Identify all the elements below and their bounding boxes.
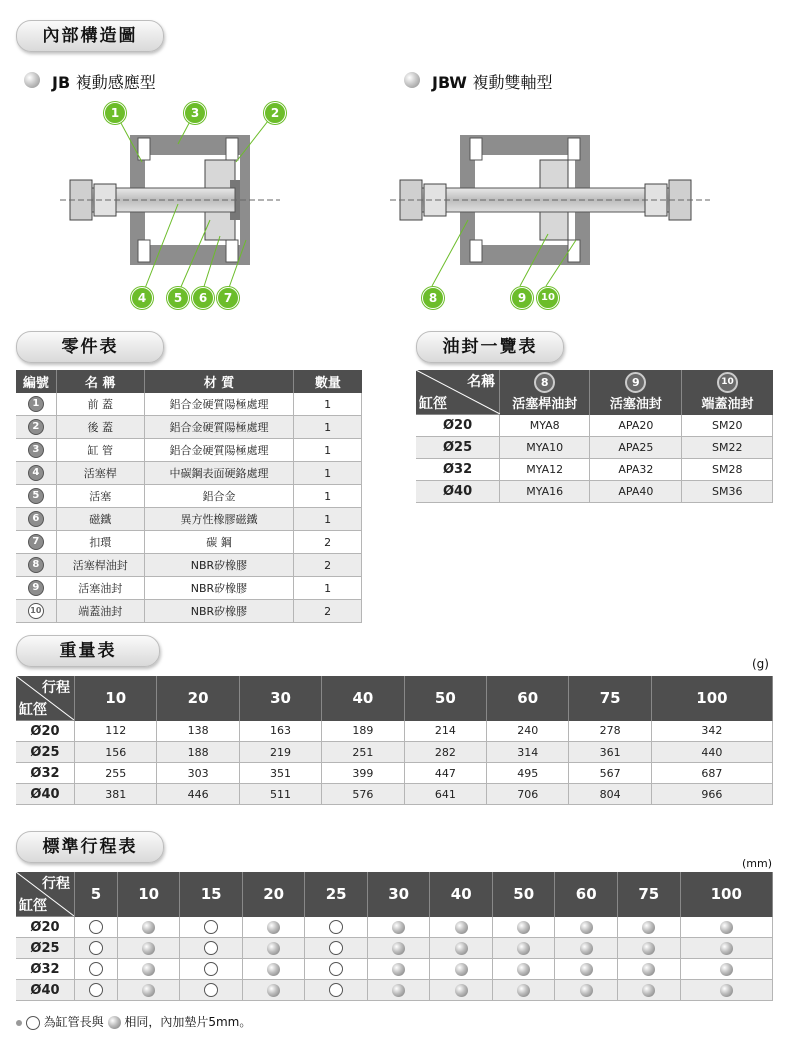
open-circle-icon [89, 983, 103, 997]
stroke-availability-cell [618, 980, 681, 1001]
stroke-availability-cell [367, 959, 430, 980]
seal-col-10-label: 端蓋油封 [701, 397, 754, 413]
seal-row [416, 437, 773, 459]
stroke-availability-cell [180, 938, 243, 959]
jbw-bullet-icon [404, 72, 420, 88]
seal-bore-cell: Ø25 [416, 437, 500, 459]
parts-material-cell: 異方性橡膠磁鐵 [144, 508, 293, 531]
part-number-badge: 4 [28, 465, 44, 481]
stroke-row [16, 980, 773, 1001]
jb-model-name: 複動感應型 [75, 73, 156, 92]
seal-value-cell: SM36 [682, 481, 773, 503]
stroke-header-cell: 10 [117, 872, 180, 917]
stroke-header-cell: 20 [242, 872, 305, 917]
weight-value-cell: 251 [322, 742, 404, 763]
stroke-availability-cell [180, 980, 243, 1001]
seal-value-cell: MYA12 [500, 459, 590, 481]
parts-qty-cell: 1 [294, 393, 362, 416]
weight-value-cell: 511 [239, 784, 321, 805]
filled-circle-icon [392, 942, 405, 955]
seal-corner-cell [416, 370, 500, 415]
stroke-availability-cell [117, 959, 180, 980]
part-number-badge: 1 [28, 396, 44, 412]
parts-row [16, 577, 362, 600]
weight-value-cell: 278 [569, 721, 651, 742]
parts-qty-cell: 1 [294, 439, 362, 462]
parts-qty-cell: 1 [294, 485, 362, 508]
footnote-text-2: 相同，內加墊片5mm。 [124, 1015, 252, 1029]
seal-bore-cell: Ø20 [416, 415, 500, 437]
seal-row [416, 415, 773, 437]
stroke-availability-cell [180, 959, 243, 980]
filled-circle-icon [455, 984, 468, 997]
stroke-availability-cell [367, 980, 430, 1001]
stroke-availability-cell [492, 917, 555, 938]
stroke-availability-cell [618, 959, 681, 980]
weight-stroke-header: 10 [75, 676, 157, 721]
parts-qty-cell: 1 [294, 577, 362, 600]
parts-name-cell: 扣環 [56, 531, 144, 554]
parts-row [16, 393, 362, 416]
weight-stroke-header: 20 [157, 676, 239, 721]
parts-qty-cell: 2 [294, 600, 362, 623]
stroke-bore-cell: Ø20 [16, 917, 75, 938]
callout-3: 3 [184, 102, 206, 124]
filled-circle-icon [580, 921, 593, 934]
filled-circle-icon [455, 942, 468, 955]
stroke-availability-cell [117, 917, 180, 938]
open-circle-icon [204, 920, 218, 934]
seal-col-8-label: 活塞桿油封 [512, 397, 578, 413]
parts-material-cell: 鋁合金硬質陽極處理 [144, 393, 293, 416]
parts-name-cell: 端蓋油封 [56, 600, 144, 623]
parts-name-cell: 缸 管 [56, 439, 144, 462]
open-circle-icon [204, 962, 218, 976]
filled-circle-icon [517, 963, 530, 976]
open-circle-icon [26, 1016, 40, 1030]
seal-num-10: 10 [717, 372, 738, 393]
seal-row [416, 459, 773, 481]
seals-header: 油封一覽表 [416, 331, 564, 363]
stroke-availability-cell [180, 917, 243, 938]
stroke-availability-cell [305, 917, 368, 938]
callout-2: 2 [264, 102, 286, 124]
stroke-availability-cell [305, 980, 368, 1001]
parts-col-material: 材 質 [144, 370, 293, 393]
parts-col-name: 名 稱 [56, 370, 144, 393]
open-circle-icon [89, 962, 103, 976]
weight-value-cell: 255 [75, 763, 157, 784]
weight-corner-top: 行程 [42, 680, 70, 696]
filled-circle-icon [267, 921, 280, 934]
seal-value-cell: MYA8 [500, 415, 590, 437]
stroke-availability-cell [242, 938, 305, 959]
seal-corner-top: 名稱 [467, 374, 496, 390]
open-circle-icon [89, 920, 103, 934]
footnote-bullet-icon [16, 1020, 22, 1026]
part-number-badge: 3 [28, 442, 44, 458]
filled-circle-icon [642, 984, 655, 997]
weight-corner-bottom: 缸徑 [19, 702, 47, 718]
weight-bore-cell: Ø40 [16, 784, 75, 805]
filled-circle-icon [142, 984, 155, 997]
seal-value-cell: SM20 [682, 415, 773, 437]
stroke-row [16, 917, 773, 938]
filled-circle-icon [142, 921, 155, 934]
parts-no-cell [16, 393, 56, 416]
seal-bore-cell: Ø32 [416, 459, 500, 481]
weight-value-cell: 399 [322, 763, 404, 784]
stroke-corner-bottom: 缸徑 [19, 898, 47, 914]
stroke-availability-cell [75, 938, 118, 959]
parts-col-no: 編號 [16, 370, 56, 393]
parts-qty-cell: 2 [294, 531, 362, 554]
parts-no-cell [16, 485, 56, 508]
callout-9: 9 [511, 287, 533, 309]
parts-row [16, 416, 362, 439]
open-circle-icon [329, 983, 343, 997]
weight-value-cell: 156 [75, 742, 157, 763]
open-circle-icon [329, 962, 343, 976]
parts-col-qty: 數量 [314, 376, 341, 391]
weight-value-cell: 641 [404, 784, 486, 805]
stroke-unit: (mm) [742, 857, 773, 870]
stroke-availability-cell [430, 917, 493, 938]
callout-4: 4 [131, 287, 153, 309]
parts-no-cell [16, 554, 56, 577]
stroke-corner-top: 行程 [42, 876, 70, 892]
parts-material-cell: NBR矽橡膠 [144, 554, 293, 577]
stroke-availability-cell [242, 959, 305, 980]
weight-row [16, 721, 773, 742]
parts-name-cell: 活塞油封 [56, 577, 144, 600]
parts-name-cell: 磁鐵 [56, 508, 144, 531]
stroke-header-cell: 50 [492, 872, 555, 917]
stroke-availability-cell [555, 938, 618, 959]
parts-no-cell [16, 439, 56, 462]
callout-10: 10 [537, 287, 559, 309]
jbw-model-name: 複動雙軸型 [472, 73, 553, 92]
weight-value-cell: 966 [651, 784, 772, 805]
parts-material-cell: 鋁合金硬質陽極處理 [144, 416, 293, 439]
footnote-text-1: 為缸管長與 [43, 1015, 104, 1029]
weight-value-cell: 706 [487, 784, 569, 805]
parts-name-cell: 後 蓋 [56, 416, 144, 439]
parts-row [16, 554, 362, 577]
open-circle-icon [204, 941, 218, 955]
jbw-model-title [432, 70, 553, 93]
part-number-badge: 7 [28, 534, 44, 550]
weight-value-cell: 282 [404, 742, 486, 763]
stroke-availability-cell [367, 917, 430, 938]
stroke-availability-cell [492, 938, 555, 959]
filled-circle-icon [642, 921, 655, 934]
weight-stroke-header: 30 [239, 676, 321, 721]
weight-value-cell: 381 [75, 784, 157, 805]
filled-circle-icon [108, 1016, 121, 1029]
weight-value-cell: 495 [487, 763, 569, 784]
seal-corner-bottom: 缸徑 [419, 396, 447, 412]
stroke-availability-cell [430, 980, 493, 1001]
callout-5: 5 [167, 287, 189, 309]
weight-value-cell: 214 [404, 721, 486, 742]
parts-row [16, 508, 362, 531]
parts-no-cell [16, 416, 56, 439]
parts-material-cell: 鋁合金 [144, 485, 293, 508]
stroke-availability-cell [555, 959, 618, 980]
stroke-bore-cell: Ø40 [16, 980, 75, 1001]
seal-value-cell: SM28 [682, 459, 773, 481]
weight-table [16, 676, 773, 805]
stroke-availability-cell [242, 980, 305, 1001]
weight-value-cell: 447 [404, 763, 486, 784]
filled-circle-icon [642, 963, 655, 976]
footnote [16, 1013, 251, 1030]
stroke-header-cell: 100 [680, 872, 772, 917]
weight-value-cell: 567 [569, 763, 651, 784]
part-number-badge: 2 [28, 419, 44, 435]
weight-value-cell: 446 [157, 784, 239, 805]
seal-row [416, 481, 773, 503]
weight-value-cell: 138 [157, 721, 239, 742]
parts-no-cell [16, 508, 56, 531]
seal-value-cell: APA32 [590, 459, 682, 481]
seal-col-9 [590, 370, 682, 415]
stroke-availability-cell [430, 959, 493, 980]
stroke-availability-cell [618, 938, 681, 959]
seal-value-cell: MYA16 [500, 481, 590, 503]
open-circle-icon [329, 941, 343, 955]
weight-row [16, 763, 773, 784]
weight-value-cell: 163 [239, 721, 321, 742]
part-number-badge: 9 [28, 580, 44, 596]
seal-value-cell: MYA10 [500, 437, 590, 459]
weight-value-cell: 188 [157, 742, 239, 763]
stroke-header-cell: 40 [430, 872, 493, 917]
parts-qty-cell: 1 [294, 508, 362, 531]
weight-value-cell: 351 [239, 763, 321, 784]
filled-circle-icon [455, 921, 468, 934]
weight-stroke-header: 40 [322, 676, 404, 721]
jb-model-title [52, 70, 156, 93]
callout-8: 8 [422, 287, 444, 309]
seal-table [416, 370, 773, 503]
filled-circle-icon [517, 942, 530, 955]
stroke-header-cell: 15 [180, 872, 243, 917]
open-circle-icon [329, 920, 343, 934]
parts-row [16, 439, 362, 462]
stroke-availability-cell [680, 938, 772, 959]
seal-value-cell: APA40 [590, 481, 682, 503]
stroke-availability-cell [305, 959, 368, 980]
parts-material-cell: 中碳鋼表面硬鉻處理 [144, 462, 293, 485]
weight-value-cell: 440 [651, 742, 772, 763]
parts-no-cell [16, 531, 56, 554]
parts-material-cell: 鋁合金硬質陽極處理 [144, 439, 293, 462]
filled-circle-icon [267, 963, 280, 976]
stroke-header-cell: 5 [75, 872, 118, 917]
seal-value-cell: APA25 [590, 437, 682, 459]
filled-circle-icon [720, 984, 733, 997]
weight-value-cell: 576 [322, 784, 404, 805]
weight-value-cell: 342 [651, 721, 772, 742]
part-number-badge: 6 [28, 511, 44, 527]
stroke-row [16, 959, 773, 980]
stroke-availability-cell [618, 917, 681, 938]
callout-6: 6 [192, 287, 214, 309]
parts-no-cell [16, 577, 56, 600]
seal-col-8 [500, 370, 590, 415]
stroke-availability-cell [75, 959, 118, 980]
parts-qty-cell: 2 [294, 554, 362, 577]
callout-7: 7 [217, 287, 239, 309]
weight-stroke-header: 50 [404, 676, 486, 721]
parts-row [16, 485, 362, 508]
filled-circle-icon [267, 984, 280, 997]
filled-circle-icon [455, 963, 468, 976]
weight-row [16, 742, 773, 763]
weight-value-cell: 687 [651, 763, 772, 784]
seal-num-9: 9 [625, 372, 646, 393]
filled-circle-icon [392, 921, 405, 934]
weight-bore-cell: Ø20 [16, 721, 75, 742]
filled-circle-icon [720, 963, 733, 976]
weight-value-cell: 361 [569, 742, 651, 763]
weight-value-cell: 240 [487, 721, 569, 742]
weight-stroke-header: 100 [651, 676, 772, 721]
parts-row [16, 462, 362, 485]
filled-circle-icon [580, 984, 593, 997]
parts-no-cell [16, 462, 56, 485]
seal-value-cell: APA20 [590, 415, 682, 437]
structure-header: 內部構造圖 [16, 20, 164, 52]
filled-circle-icon [580, 963, 593, 976]
stroke-corner-cell [16, 872, 75, 917]
weight-stroke-header: 60 [487, 676, 569, 721]
parts-row [16, 531, 362, 554]
parts-material-cell: NBR矽橡膠 [144, 577, 293, 600]
filled-circle-icon [720, 921, 733, 934]
stroke-availability-cell [305, 938, 368, 959]
weight-bore-cell: Ø32 [16, 763, 75, 784]
stroke-header-cell: 25 [305, 872, 368, 917]
parts-header: 零件表 [16, 331, 164, 363]
stroke-header-cell: 75 [618, 872, 681, 917]
weight-value-cell: 112 [75, 721, 157, 742]
jb-bullet-icon [24, 72, 40, 88]
seal-col-9-label: 活塞油封 [609, 397, 662, 413]
stroke-availability-cell [492, 959, 555, 980]
filled-circle-icon [580, 942, 593, 955]
stroke-availability-cell [680, 959, 772, 980]
stroke-availability-cell [492, 980, 555, 1001]
parts-name-cell: 活塞 [56, 485, 144, 508]
weight-corner-cell [16, 676, 75, 721]
seal-bore-cell: Ø40 [416, 481, 500, 503]
stroke-availability-cell [117, 980, 180, 1001]
weight-value-cell: 219 [239, 742, 321, 763]
weight-bore-cell: Ø25 [16, 742, 75, 763]
stroke-availability-cell [367, 938, 430, 959]
weight-row [16, 784, 773, 805]
callout-1: 1 [104, 102, 126, 124]
stroke-availability-cell [555, 917, 618, 938]
jbw-model-code: JBW [432, 73, 467, 92]
jb-model-code: JB [52, 73, 71, 92]
weight-value-cell: 314 [487, 742, 569, 763]
filled-circle-icon [720, 942, 733, 955]
parts-row [16, 600, 362, 623]
weight-value-cell: 303 [157, 763, 239, 784]
weight-stroke-header: 75 [569, 676, 651, 721]
parts-name-cell: 活塞桿 [56, 462, 144, 485]
open-circle-icon [204, 983, 218, 997]
stroke-availability-cell [680, 917, 772, 938]
stroke-header: 標準行程表 [16, 831, 164, 863]
weight-header: 重量表 [16, 635, 160, 667]
parts-name-cell: 前 蓋 [56, 393, 144, 416]
jbw-cylinder-diagram [390, 120, 710, 310]
filled-circle-icon [642, 942, 655, 955]
filled-circle-icon [142, 963, 155, 976]
filled-circle-icon [517, 921, 530, 934]
stroke-row [16, 938, 773, 959]
part-number-badge: 5 [28, 488, 44, 504]
parts-material-cell: NBR矽橡膠 [144, 600, 293, 623]
part-number-badge: 10 [28, 603, 44, 619]
weight-unit: (g) [752, 657, 769, 671]
filled-circle-icon [392, 984, 405, 997]
seal-num-8: 8 [534, 372, 555, 393]
weight-value-cell: 804 [569, 784, 651, 805]
seal-value-cell: SM22 [682, 437, 773, 459]
stroke-bore-cell: Ø32 [16, 959, 75, 980]
part-number-badge: 8 [28, 557, 44, 573]
stroke-header-cell: 60 [555, 872, 618, 917]
stroke-table [16, 872, 773, 1001]
open-circle-icon [89, 941, 103, 955]
filled-circle-icon [142, 942, 155, 955]
filled-circle-icon [267, 942, 280, 955]
filled-circle-icon [392, 963, 405, 976]
parts-table [16, 370, 362, 623]
stroke-availability-cell [75, 980, 118, 1001]
jb-cylinder-diagram [60, 100, 280, 310]
stroke-availability-cell [555, 980, 618, 1001]
stroke-availability-cell [75, 917, 118, 938]
weight-value-cell: 189 [322, 721, 404, 742]
parts-no-cell [16, 600, 56, 623]
parts-material-cell: 碳 鋼 [144, 531, 293, 554]
filled-circle-icon [517, 984, 530, 997]
parts-name-cell: 活塞桿油封 [56, 554, 144, 577]
stroke-availability-cell [430, 938, 493, 959]
stroke-bore-cell: Ø25 [16, 938, 75, 959]
stroke-availability-cell [680, 980, 772, 1001]
parts-qty-cell: 1 [294, 462, 362, 485]
stroke-availability-cell [117, 938, 180, 959]
stroke-header-cell: 30 [367, 872, 430, 917]
parts-qty-cell: 1 [294, 416, 362, 439]
seal-col-10 [682, 370, 773, 415]
stroke-availability-cell [242, 917, 305, 938]
